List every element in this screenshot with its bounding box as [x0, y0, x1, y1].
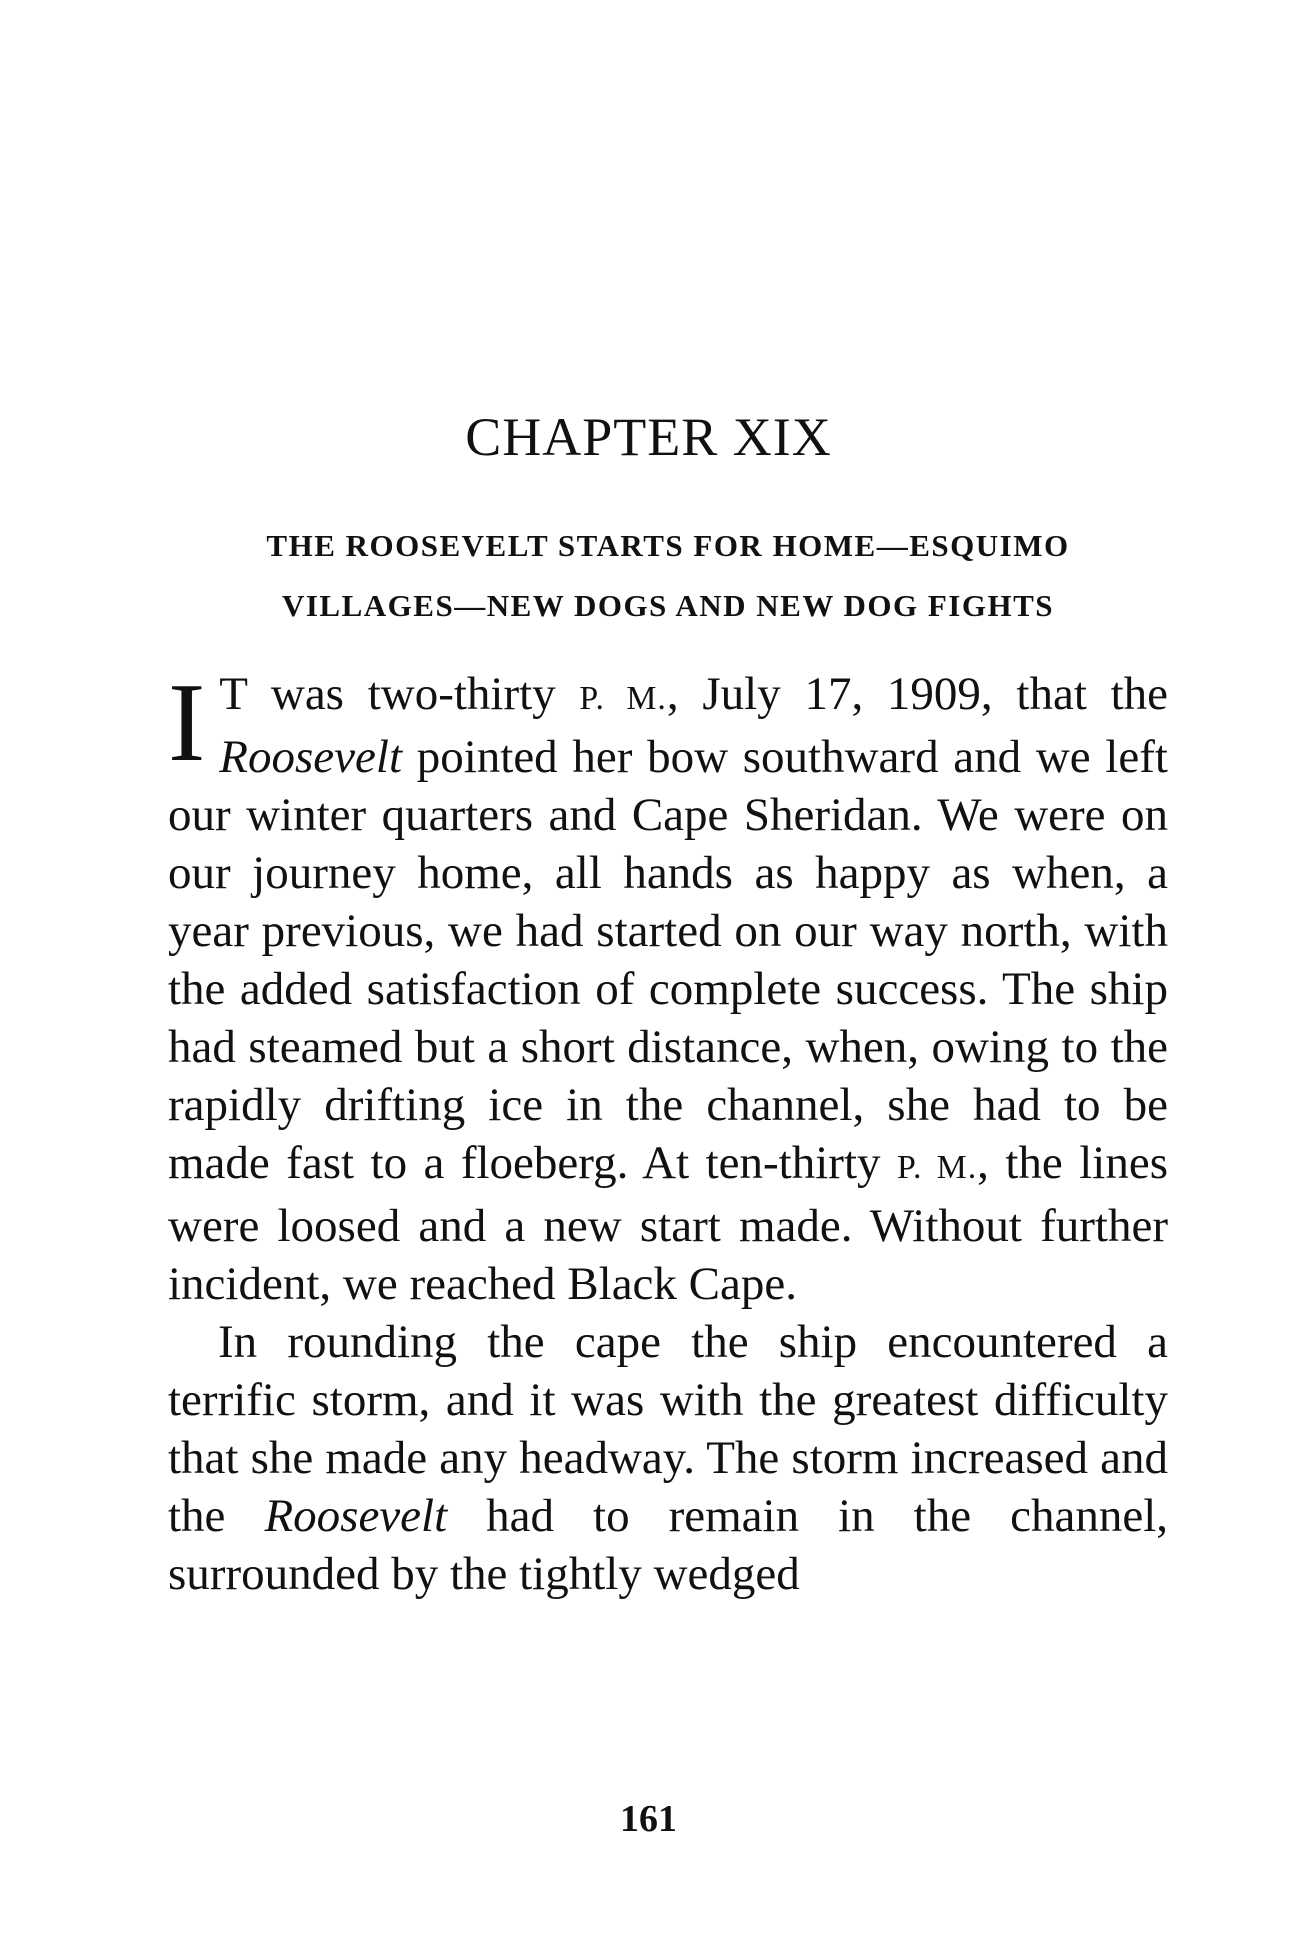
paragraph-2-text-b: had to remain in the channel, surrounded by the tightly wedged	[168, 1490, 1168, 1600]
drop-cap: I	[168, 661, 206, 785]
time-pm-1: P. M.	[579, 680, 667, 717]
paragraph-2	[168, 1313, 1168, 1603]
page-number: 161	[620, 1798, 677, 1840]
body-text	[168, 661, 1169, 1603]
time-pm-2: P. M.	[896, 1149, 978, 1186]
chapter-title: CHAPTER XIX	[465, 407, 832, 467]
paragraph-2-text-a: In rounding the cape the ship encountered a terrific storm, and it was with the greatest difficulty that she made any headway. The storm increased and the	[168, 1316, 1168, 1542]
ship-name-1: Roosevelt	[219, 731, 402, 783]
chapter-subtitle-line-1: THE ROOSEVELT STARTS FOR HOME—ESQUIMO	[266, 528, 1070, 563]
paragraph-1-text-d: , the lines were loosed and a new start made. Without further incident, we reached Black Cape.	[168, 1137, 1168, 1310]
paragraph-1-text-a: T was two-thirty	[219, 668, 580, 720]
paragraph-1-text-c: pointed her bow southward and we left our winter quarters and Cape Sheridan. We were on our journey home, all hands as happy as when, a year previous, we had started on our way north, with the added satisfaction of complete success. The ship had steamed but a short distance, when, owing to the rapidly drifting ice in the channel, she had to be made fast to a floeberg. At ten-thirty	[168, 731, 1168, 1189]
ship-name-2: Roosevelt	[264, 1490, 448, 1542]
paragraph-1	[168, 661, 1169, 1313]
paragraph-1-text-b: , July 17, 1909, that the	[666, 668, 1169, 720]
chapter-subtitle-line-2: VILLAGES—NEW DOGS AND NEW DOG FIGHTS	[281, 588, 1055, 623]
